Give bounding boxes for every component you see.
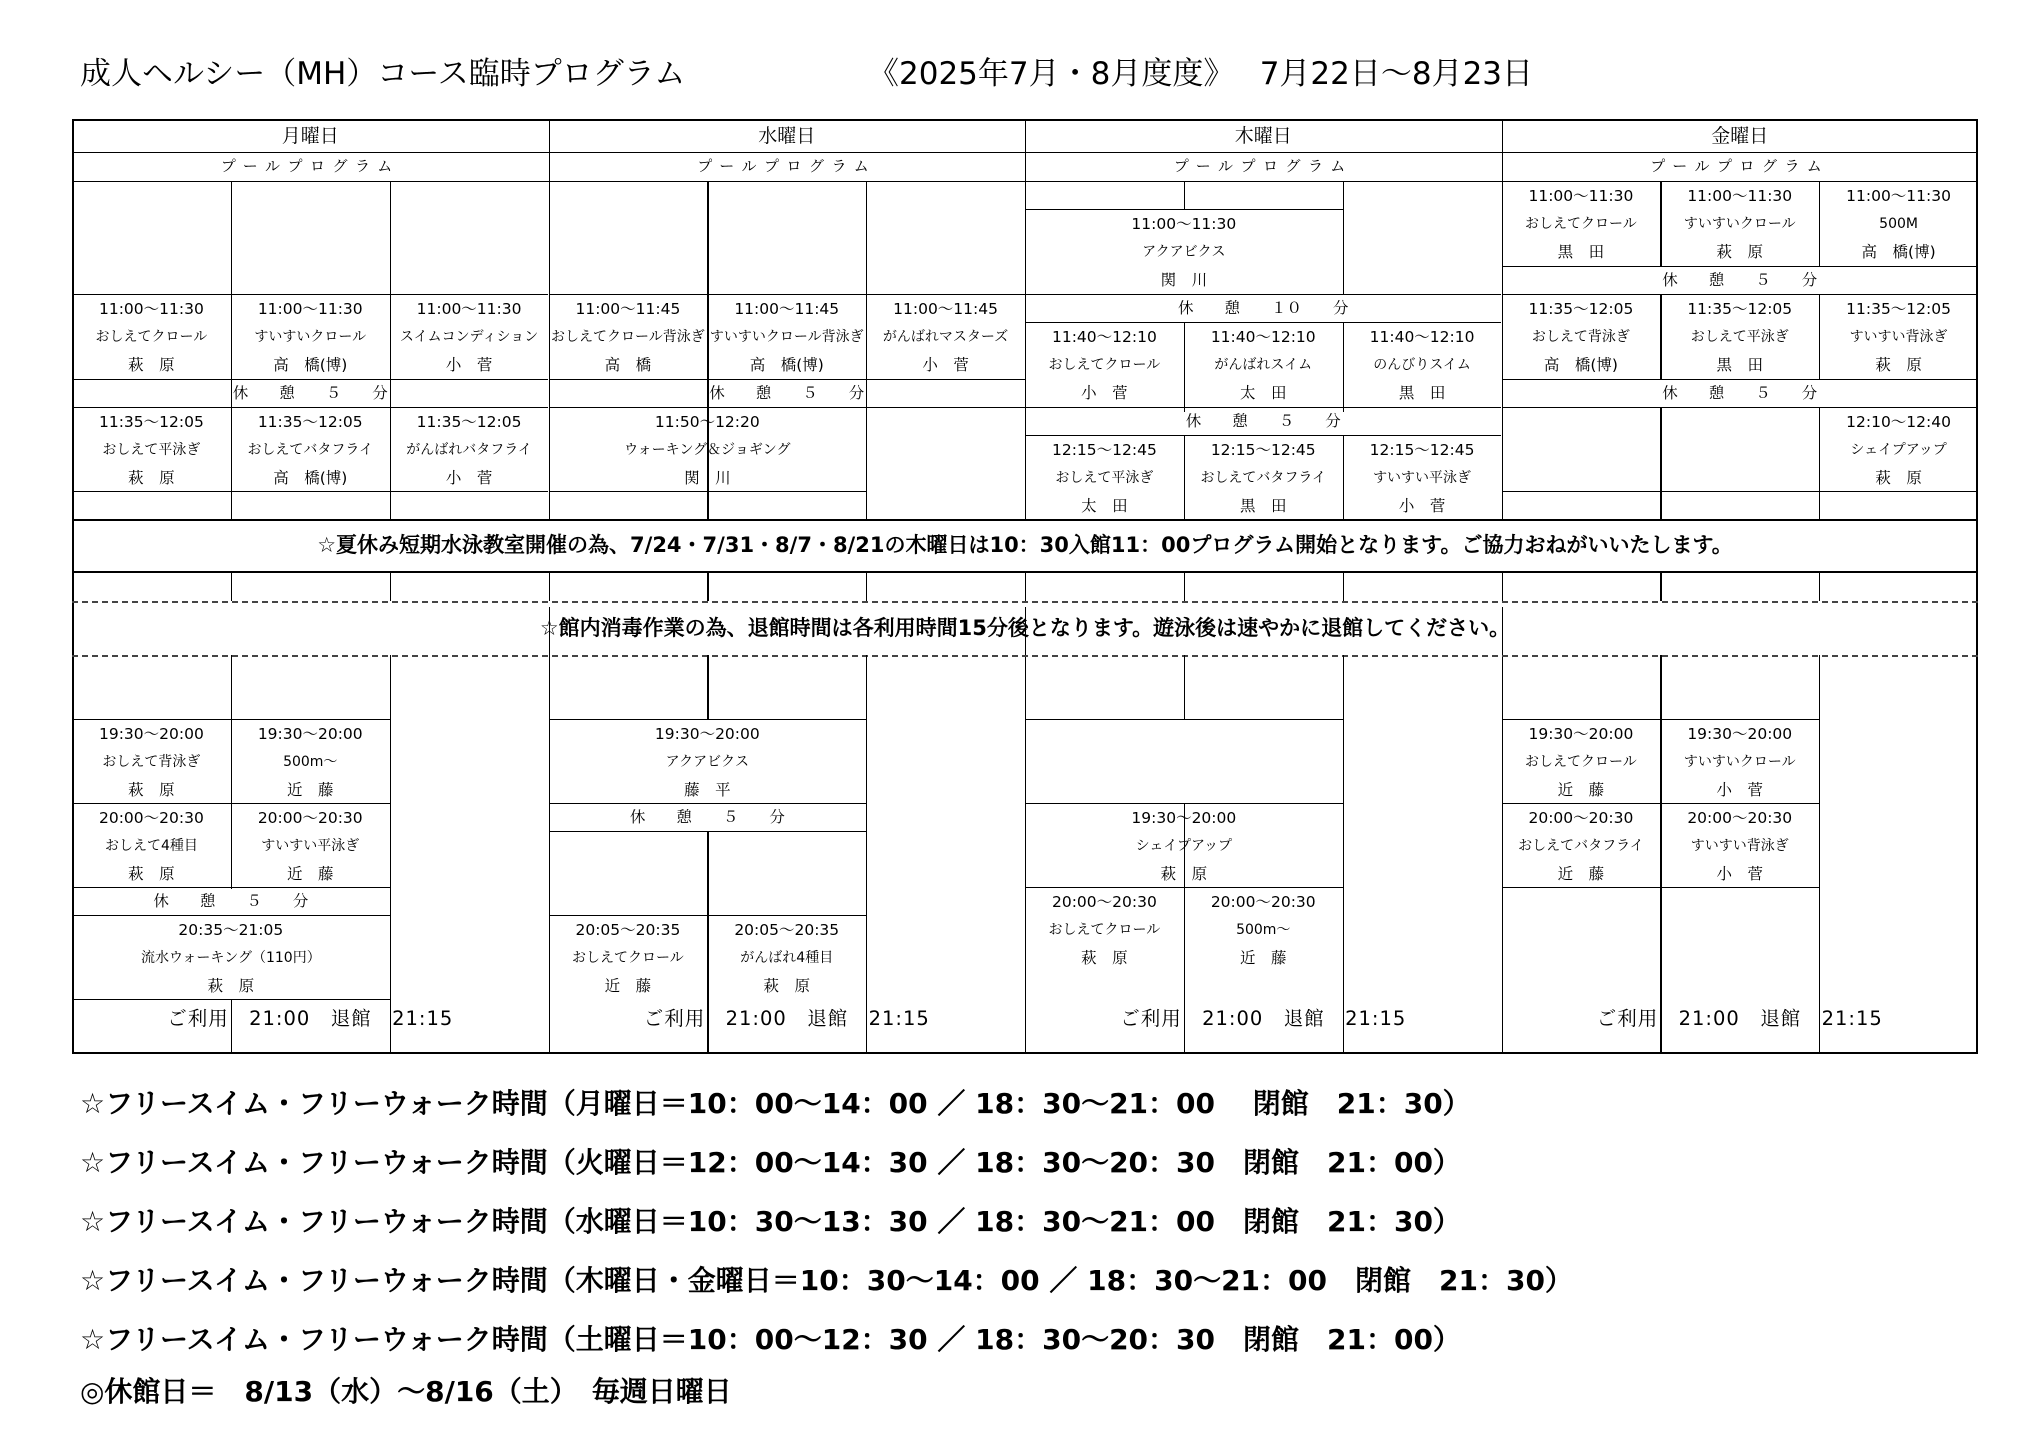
program-coach: 萩 原 xyxy=(128,469,175,487)
pool-program-label: プールプログラム xyxy=(1650,157,1830,175)
program-name: アクアビクス xyxy=(665,754,750,770)
program-coach: 近 藤 xyxy=(1557,865,1605,883)
grid-line-v xyxy=(1660,407,1661,519)
grid-line-v xyxy=(1660,655,1661,719)
program-coach: 小 菅 xyxy=(445,356,493,374)
program-name: がんばれマスターズ xyxy=(882,329,1009,345)
program-coach: 萩 原 xyxy=(1875,469,1922,487)
grid-line-v xyxy=(1819,571,1820,601)
program-name: おしえてバタフライ xyxy=(1518,838,1644,854)
schedule-table xyxy=(72,119,1978,1052)
program-coach: 高 橋 xyxy=(604,356,652,374)
day-header: 木曜日 xyxy=(1234,125,1292,147)
program-time: 20:00～20:30 xyxy=(1528,809,1634,827)
closing-time: ご利用 21:00 退館 21:15 xyxy=(1596,1007,1883,1030)
program-time: 11:40～12:10 xyxy=(1369,328,1475,346)
grid-line-v xyxy=(1660,571,1661,601)
program-time: 19:30～20:00 xyxy=(257,725,363,743)
program-time: 12:15～12:45 xyxy=(1369,441,1475,459)
program-time: 11:00～11:45 xyxy=(893,300,998,318)
program-name: おしえてクロール xyxy=(95,329,208,345)
day-header: 水曜日 xyxy=(758,125,816,147)
program-name: おしえて平泳ぎ xyxy=(102,442,201,458)
grid-line-v xyxy=(707,655,708,719)
program-time: 11:00～11:45 xyxy=(575,300,681,318)
program-name: おしえてバタフライ xyxy=(247,442,374,458)
program-time: 11:00～11:45 xyxy=(734,300,840,318)
break-label: 休 憩 ５ 分 xyxy=(1662,271,1818,289)
program-time: 11:40～12:10 xyxy=(1210,328,1316,346)
program-coach: 萩 原 xyxy=(128,865,175,883)
program-coach: 萩 原 xyxy=(1875,356,1922,374)
grid-line-v xyxy=(1343,719,1344,1052)
day-header: 月曜日 xyxy=(281,125,339,147)
program-time: 12:15～12:45 xyxy=(1210,441,1316,459)
closing-time: ご利用 21:00 退館 21:15 xyxy=(643,1007,930,1030)
program-coach: 近 藤 xyxy=(286,865,334,883)
program-coach: 小 菅 xyxy=(922,356,969,374)
break-label: 休 憩 ５ 分 xyxy=(629,808,785,826)
program-name: がんばれスイム xyxy=(1214,357,1313,373)
program-time: 11:35～12:05 xyxy=(257,413,363,431)
program-coach: 高 橋(博) xyxy=(749,356,824,374)
program-name: がんばれ4種目 xyxy=(740,950,834,966)
program-name: すいすい平泳ぎ xyxy=(1373,470,1472,486)
program-coach: 萩 原 xyxy=(763,977,810,995)
dashed-divider xyxy=(72,655,1978,657)
program-coach: 萩 原 xyxy=(207,977,255,995)
program-name: 500M xyxy=(1879,216,1918,232)
program-name: シェイプアップ xyxy=(1135,838,1232,854)
program-name: すいすい背泳ぎ xyxy=(1849,329,1948,345)
program-coach: 黒 田 xyxy=(1239,497,1287,515)
program-name: すいすいクロール背泳ぎ xyxy=(709,329,864,345)
program-time: 19:30～20:00 xyxy=(1131,809,1237,827)
page-title: 成人ヘルシー（MH）コース臨時プログラム xyxy=(80,56,686,92)
program-coach: 近 藤 xyxy=(286,781,334,799)
program-coach: 藤 平 xyxy=(684,781,731,799)
program-time: 20:00～20:30 xyxy=(1051,893,1157,911)
grid-line-v xyxy=(390,719,391,999)
grid-line-v xyxy=(1343,571,1344,601)
program-name: おしえてクロール xyxy=(572,950,684,966)
program-coach: 萩 原 xyxy=(1081,949,1128,967)
free-swim-wednesday: ☆フリースイム・フリーウォーク時間（水曜日＝10：30～13：30 ／ 18：30～21：00 閉館 21：30） xyxy=(80,1205,1461,1238)
free-swim-monday: ☆フリースイム・フリーウォーク時間（月曜日＝10：00～14：00 ／ 18：30～21：00 閉館 21：30） xyxy=(80,1087,1471,1120)
program-coach: 関 川 xyxy=(1160,271,1208,289)
break-label: 休 憩 １０ 分 xyxy=(1177,299,1349,317)
disinfection-notice: ☆館内消毒作業の為、退館時間は各利用時間15分後となります。遊泳後は速やかに退館してください。 xyxy=(539,616,1511,640)
program-coach: 高 橋(博) xyxy=(1543,356,1618,374)
grid-line-v xyxy=(231,571,232,601)
program-name: 500m～ xyxy=(1236,922,1291,938)
program-time: 12:15～12:45 xyxy=(1051,441,1157,459)
program-name: おしえてクロール xyxy=(1525,754,1637,770)
program-coach: 萩 原 xyxy=(1160,865,1208,883)
dashed-divider xyxy=(72,601,1978,603)
program-coach: 黒 田 xyxy=(1716,356,1763,374)
program-name: のんびりスイム xyxy=(1373,357,1471,373)
break-label: 休 憩 ５ 分 xyxy=(1662,384,1818,402)
grid-line-v xyxy=(866,655,867,719)
program-time: 11:35～12:05 xyxy=(1687,300,1793,318)
grid-line-v xyxy=(1819,655,1820,719)
break-label: 休 憩 ５ 分 xyxy=(153,892,309,910)
grid-line-v xyxy=(1343,181,1344,209)
program-name: おしえてクロール xyxy=(1048,357,1161,373)
closed-days: ◎休館日＝ 8/13（水）～8/16（土） 毎週日曜日 xyxy=(80,1375,732,1408)
grid-line-v xyxy=(1184,181,1185,209)
grid-line-v xyxy=(1184,655,1185,719)
program-coach: 小 菅 xyxy=(1716,781,1763,799)
program-coach: 萩 原 xyxy=(1716,243,1763,261)
program-name: 流水ウォーキング（110円） xyxy=(140,950,321,966)
program-time: 11:00～11:30 xyxy=(1131,215,1237,233)
program-time: 20:00～20:30 xyxy=(1210,893,1316,911)
pool-program-label: プールプログラム xyxy=(1173,157,1353,175)
program-coach: 小 菅 xyxy=(1398,497,1446,515)
day-header: 金曜日 xyxy=(1711,125,1769,147)
program-coach: 小 菅 xyxy=(1081,384,1128,402)
grid-line-v xyxy=(866,719,867,1052)
program-time: 11:35～12:05 xyxy=(416,413,522,431)
program-time: 11:35～12:05 xyxy=(1846,300,1951,318)
program-coach: 萩 原 xyxy=(128,356,175,374)
program-coach: 小 菅 xyxy=(1716,865,1763,883)
program-name: 500m～ xyxy=(283,754,338,770)
free-swim-thu-fri: ☆フリースイム・フリーウォーク時間（木曜日・金曜日＝10：30～14：00 ／ 18：30～21：00 閉館 21：30） xyxy=(80,1264,1573,1297)
program-coach: 萩 原 xyxy=(128,781,175,799)
program-coach: 高 橋(博) xyxy=(273,469,348,487)
grid-line-v xyxy=(1025,571,1026,601)
grid-line-v xyxy=(390,655,391,719)
grid-line-v xyxy=(707,571,708,601)
program-time: 20:35～21:05 xyxy=(178,921,284,939)
program-name: おしえて4種目 xyxy=(104,838,198,854)
grid-line-v xyxy=(549,571,550,601)
program-coach: 太 田 xyxy=(1239,384,1287,402)
break-label: 休 憩 ５ 分 xyxy=(1185,412,1341,430)
program-time: 19:30～20:00 xyxy=(1528,725,1634,743)
closing-time: ご利用 21:00 退館 21:15 xyxy=(167,1007,454,1030)
program-time: 11:35～12:05 xyxy=(1528,300,1634,318)
program-time: 19:30～20:00 xyxy=(654,725,760,743)
program-coach: 関 川 xyxy=(684,469,731,487)
break-label: 休 憩 ５ 分 xyxy=(709,384,865,402)
pool-program-label: プールプログラム xyxy=(697,157,877,175)
program-coach: 太 田 xyxy=(1081,497,1128,515)
program-time: 11:00～11:30 xyxy=(1687,187,1793,205)
grid-line-v xyxy=(390,571,391,601)
closing-time: ご利用 21:00 退館 21:15 xyxy=(1120,1007,1407,1030)
program-coach: 高 橋(博) xyxy=(1861,243,1936,261)
program-time: 11:50～12:20 xyxy=(654,413,760,431)
program-coach: 近 藤 xyxy=(1557,781,1605,799)
program-name: アクアビクス xyxy=(1142,244,1226,260)
program-time: 20:00～20:30 xyxy=(1687,809,1793,827)
program-coach: 小 菅 xyxy=(445,469,493,487)
program-time: 11:00～11:30 xyxy=(1846,187,1951,205)
program-time: 11:40～12:10 xyxy=(1051,328,1157,346)
program-time: 11:00～11:30 xyxy=(416,300,522,318)
grid-line-v xyxy=(1502,571,1503,601)
program-time: 20:05～20:35 xyxy=(575,921,681,939)
program-time: 12:10～12:40 xyxy=(1846,413,1951,431)
program-name: すいすい平泳ぎ xyxy=(261,838,360,854)
break-label: 休 憩 ５ 分 xyxy=(232,384,388,402)
program-coach: 高 橋(博) xyxy=(273,356,348,374)
grid-line-v xyxy=(707,831,708,915)
program-time: 19:30～20:00 xyxy=(1687,725,1793,743)
program-time: 20:00～20:30 xyxy=(257,809,363,827)
free-swim-tuesday: ☆フリースイム・フリーウォーク時間（火曜日＝12：00～14：30 ／ 18：30～20：30 閉館 21：00） xyxy=(80,1146,1461,1179)
program-name: おしえて平泳ぎ xyxy=(1690,329,1789,345)
program-time: 11:00～11:30 xyxy=(1528,187,1634,205)
grid-line-h xyxy=(1025,719,1343,720)
program-coach: 近 藤 xyxy=(604,977,652,995)
program-time: 19:30～20:00 xyxy=(98,725,204,743)
period-range: 《2025年7月・8月度度》 7月22日～8月23日 xyxy=(868,56,1534,92)
program-coach: 近 藤 xyxy=(1239,949,1287,967)
program-name: がんばれバタフライ xyxy=(406,442,532,458)
program-time: 20:05～20:35 xyxy=(734,921,840,939)
program-time: 11:00～11:30 xyxy=(98,300,204,318)
program-coach: 黒 田 xyxy=(1398,384,1446,402)
program-name: おしえて背泳ぎ xyxy=(102,754,201,770)
program-name: シェイプアップ xyxy=(1850,442,1947,458)
program-name: すいすいクロール xyxy=(1683,754,1796,770)
program-coach: 黒 田 xyxy=(1557,243,1605,261)
program-time: 11:35～12:05 xyxy=(98,413,204,431)
program-name: おしえてクロール背泳ぎ xyxy=(551,329,705,345)
program-name: すいすいクロール xyxy=(254,329,367,345)
grid-line-v xyxy=(231,655,232,719)
program-time: 20:00～20:30 xyxy=(98,809,204,827)
grid-line-v xyxy=(1343,655,1344,719)
pool-program-label: プールプログラム xyxy=(220,157,400,175)
grid-line-v xyxy=(1184,571,1185,601)
program-name: おしえてクロール xyxy=(1048,922,1161,938)
program-name: すいすい背泳ぎ xyxy=(1690,838,1789,854)
grid-line-v xyxy=(1819,719,1820,1052)
program-name: スイムコンディション xyxy=(399,329,539,345)
program-time: 11:00～11:30 xyxy=(257,300,363,318)
free-swim-saturday: ☆フリースイム・フリーウォーク時間（土曜日＝10：00～12：30 ／ 18：30～20：30 閉館 21：00） xyxy=(80,1323,1461,1356)
summer-notice: ☆夏休み短期水泳教室開催の為、7/24・7/31・8/7・8/21の木曜日は10：30入館11：00プログラム開始となります。ご協力おねがいいたします。 xyxy=(317,533,1733,557)
program-name: おしえて平泳ぎ xyxy=(1055,470,1154,486)
grid-line-v xyxy=(866,571,867,601)
program-name: ウォーキング＆ジョギング xyxy=(624,442,791,458)
program-name: おしえて背泳ぎ xyxy=(1531,329,1630,345)
grid-line-v xyxy=(1343,209,1344,294)
program-name: おしえてクロール xyxy=(1525,216,1637,232)
program-name: おしえてバタフライ xyxy=(1200,470,1327,486)
program-name: すいすいクロール xyxy=(1683,216,1796,232)
